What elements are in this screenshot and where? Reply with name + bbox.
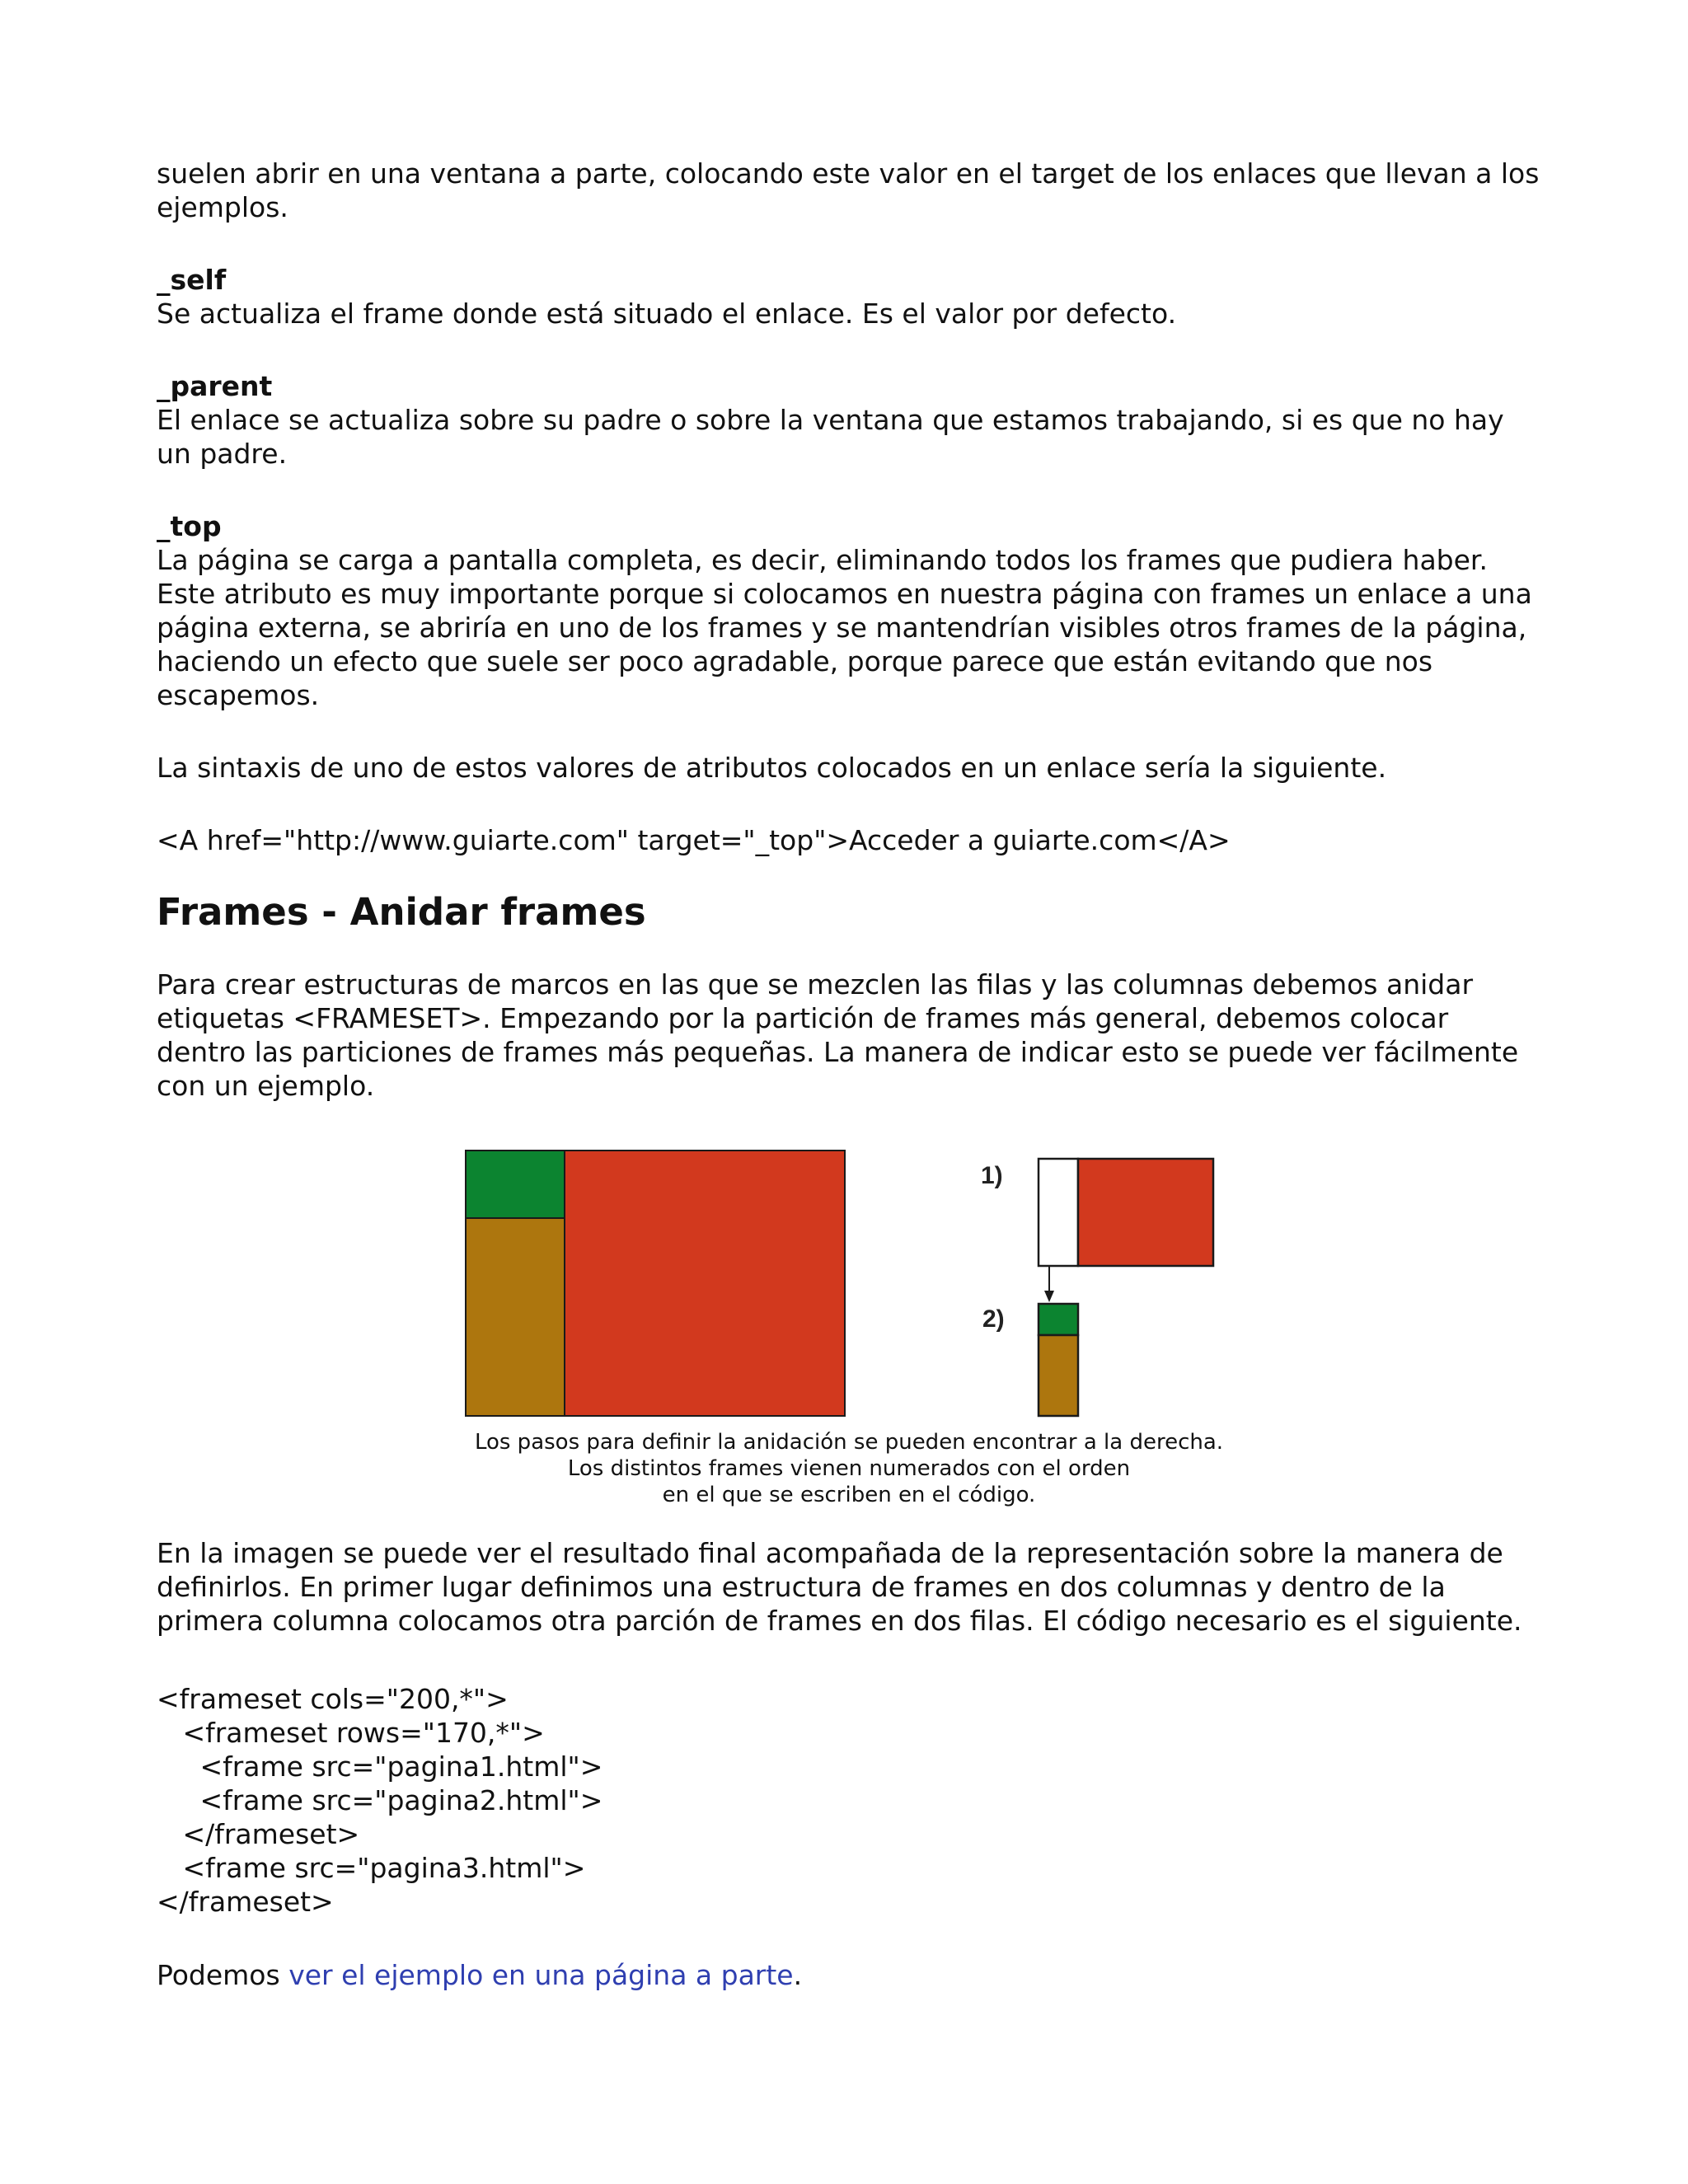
document-content <box>157 157 1541 1992</box>
target-term-self: _self <box>157 264 227 296</box>
step1-right-column <box>1078 1159 1213 1266</box>
step1-left-column <box>1039 1159 1078 1266</box>
step-arrow-head <box>1044 1291 1054 1302</box>
code-line: <frameset cols="200,*"> <box>157 1683 509 1715</box>
step2-top-row <box>1039 1304 1078 1335</box>
footer-suffix: . <box>793 1959 803 1991</box>
frames-diagram <box>157 1141 1541 1470</box>
code-line: <frame src="pagina1.html"> <box>157 1750 603 1783</box>
final-frame-1 <box>466 1151 565 1218</box>
target-desc-self: Se actualiza el frame donde está situado el enlace. Es el valor por defecto. <box>157 298 1177 330</box>
step2-label: 2) <box>982 1305 1005 1333</box>
final-frame-2 <box>466 1218 565 1416</box>
syntax-paragraph: La sintaxis de uno de estos valores de atributos colocados en un enlace sería la siguiente. <box>157 752 1387 784</box>
target-term-parent: _parent <box>157 370 273 402</box>
frames-figure <box>157 1141 1541 1536</box>
caption-line: Los pasos para definir la anidación se pueden encontrar a la derecha. <box>474 1430 1224 1455</box>
example-link[interactable]: ver el ejemplo en una página a parte <box>288 1959 794 1991</box>
code-line: </frameset> <box>157 1818 360 1850</box>
code-line: <frame src="pagina2.html"> <box>157 1784 603 1816</box>
code-line: </frameset> <box>157 1886 334 1918</box>
target-desc-top: La página se carga a pantalla completa, es decir, eliminando todos los frames que pudiera haber. Este atributo es muy importante porque si colocamos en nuestra página con frames un enlace a una página externa, se abriría en uno de los frames y se mantendrían visibles otros frames de la página, haciendo un efecto que suele ser poco agradable, porque parece que están evitando que nos escapemos. <box>157 544 1532 711</box>
step1-label: 1) <box>981 1162 1003 1189</box>
section-title: Frames - Anidar frames <box>157 890 646 934</box>
figure-caption <box>157 1429 1541 1508</box>
caption-line: Los distintos frames vienen numerados con el orden <box>567 1456 1131 1481</box>
footer-prefix: Podemos <box>157 1959 289 1991</box>
result-paragraph: En la imagen se puede ver el resultado final acompañada de la representación sobre la manera de definirlos. En primer lugar definimos una estructura de frames en dos columnas y dentro de la primera columna colocamos otra parción de frames en dos filas. El código necesario es el siguiente. <box>157 1537 1522 1637</box>
target-term-top: _top <box>157 510 222 542</box>
step2-bottom-row <box>1039 1335 1078 1416</box>
code-line: <frameset rows="170,*"> <box>157 1717 545 1749</box>
intro-paragraph: suelen abrir en una ventana a parte, colocando este valor en el target de los enlaces que llevan a los ejemplos. <box>157 157 1540 223</box>
syntax-code: <A href="http://www.guiarte.com" target="_top">Acceder a guiarte.com</A> <box>157 824 1231 856</box>
final-frame-3 <box>565 1151 845 1416</box>
code-block <box>157 1682 1541 1919</box>
section-intro-paragraph: Para crear estructuras de marcos en las que se mezclen las filas y las columnas debemos anidar etiquetas <FRAMESET>. Empezando por la partición de frames más general, debemos colocar dentro las particiones de frames más pequeñas. La manera de indicar esto se puede ver fácilmente con un ejemplo. <box>157 968 1519 1102</box>
target-desc-parent: El enlace se actualiza sobre su padre o sobre la ventana que estamos trabajando, si es que no hay un padre. <box>157 404 1504 470</box>
caption-line: en el que se escriben en el código. <box>662 1483 1036 1507</box>
code-line: <frame src="pagina3.html"> <box>157 1852 586 1884</box>
footer-paragraph <box>157 1958 1541 1992</box>
